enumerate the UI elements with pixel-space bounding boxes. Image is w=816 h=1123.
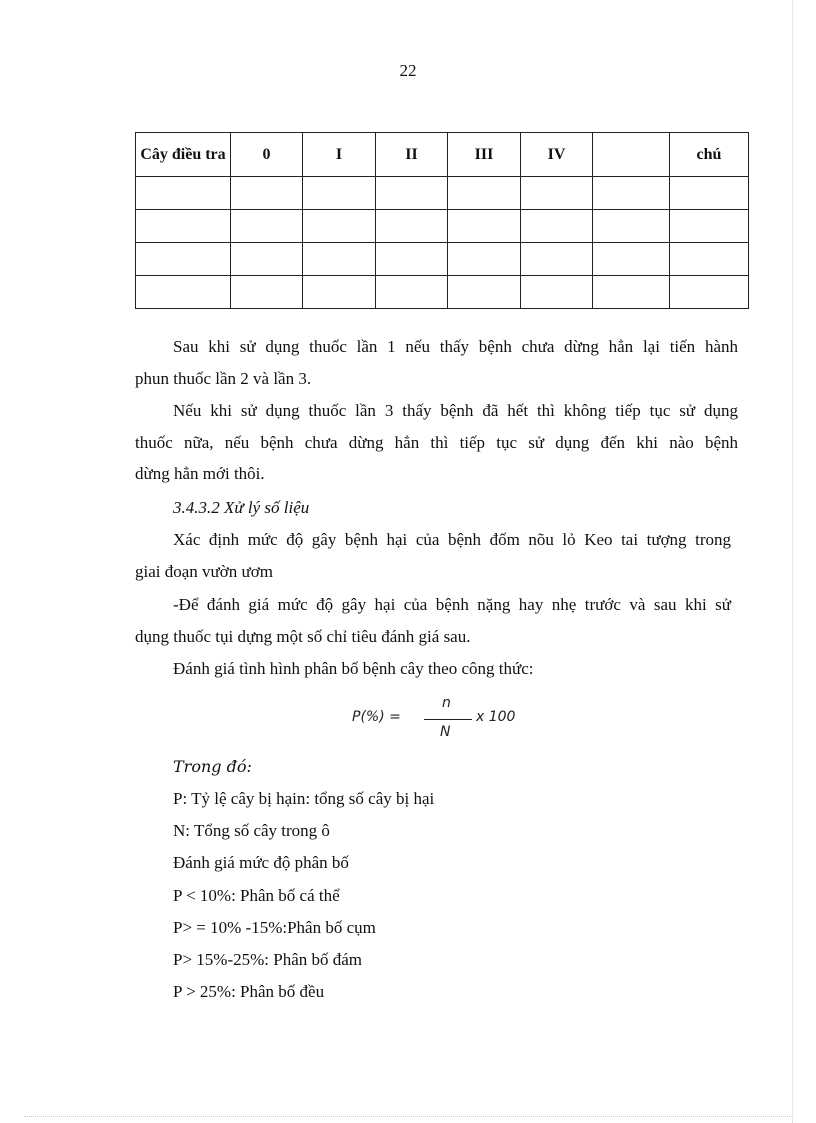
table-header-row (136, 133, 749, 177)
paragraph-line: Sau khi sử dụng thuốc lần 1 nếu thấy bệnh chưa dừng hẳn lại tiến hành (173, 337, 738, 356)
fraction-bar (424, 719, 472, 720)
page-right-divider (792, 0, 793, 1123)
legend-item: P < 10%: Phân bố cá thể (173, 886, 340, 905)
section-heading: 3.4.3.2 Xử lý số liệu (173, 498, 310, 517)
paragraph-line: phun thuốc lần 2 và lần 3. (135, 369, 312, 388)
table-row (136, 243, 749, 276)
formula-denominator: N (440, 724, 451, 740)
table-row (136, 210, 749, 243)
formula-rhs: x 100 (476, 709, 516, 725)
paragraph-line: giai đoạn vườn ươm (135, 562, 273, 581)
header-cell-blank (593, 133, 670, 177)
formula-lhs: P(%) = (352, 709, 401, 725)
legend-item: P: Tỷ lệ cây bị hạin: tổng số cây bị hại (173, 789, 435, 808)
header-cell-level-0: 0 (231, 133, 303, 177)
paragraph-line: Xác định mức độ gây bệnh hại của bệnh đốm nõu lỏ Keo tai tượng trong (173, 530, 731, 549)
legend-intro: Trong đó: (173, 757, 252, 776)
legend-item: N: Tổng số cây trong ô (173, 821, 330, 840)
paragraph-line: thuốc nữa, nếu bệnh chưa dừng hẳn thì tiếp tục sử dụng đến khi nào bệnh (135, 433, 738, 452)
paragraph-line: -Để đánh giá mức độ gây hại của bệnh nặng hay nhẹ trước và sau khi sử (173, 595, 731, 614)
legend-item: Đánh giá mức độ phân bố (173, 853, 349, 872)
percentage-formula (352, 695, 552, 745)
legend-item: P> = 10% -15%:Phân bố cụm (173, 918, 376, 937)
page-bottom-divider (24, 1116, 792, 1117)
paragraph-line: dừng hẳn mới thôi. (135, 464, 265, 483)
header-cell-level-1: I (303, 133, 376, 177)
header-cell-level-4: IV (521, 133, 593, 177)
page-number: 22 (399, 61, 417, 80)
header-cell-level-3: III (448, 133, 521, 177)
paragraph-line: Đánh giá tình hình phân bố bệnh cây theo công thức: (173, 659, 534, 678)
table-row (136, 276, 749, 309)
legend-item: P > 25%: Phân bố đều (173, 982, 325, 1001)
paragraph-line: dụng thuốc tụi dựng một số chỉ tiêu đánh giá sau. (135, 627, 471, 646)
survey-table (135, 132, 749, 309)
header-cell-level-2: II (376, 133, 448, 177)
header-cell-plant: Cây điều tra (136, 133, 231, 177)
paragraph-line: Nếu khi sử dụng thuốc lần 3 thấy bệnh đã hết thì không tiếp tục sử dụng (173, 401, 738, 420)
legend-item: P> 15%-25%: Phân bố đám (173, 950, 363, 969)
formula-numerator: n (442, 695, 451, 711)
header-cell-note: chú (670, 133, 749, 177)
table-row (136, 177, 749, 210)
